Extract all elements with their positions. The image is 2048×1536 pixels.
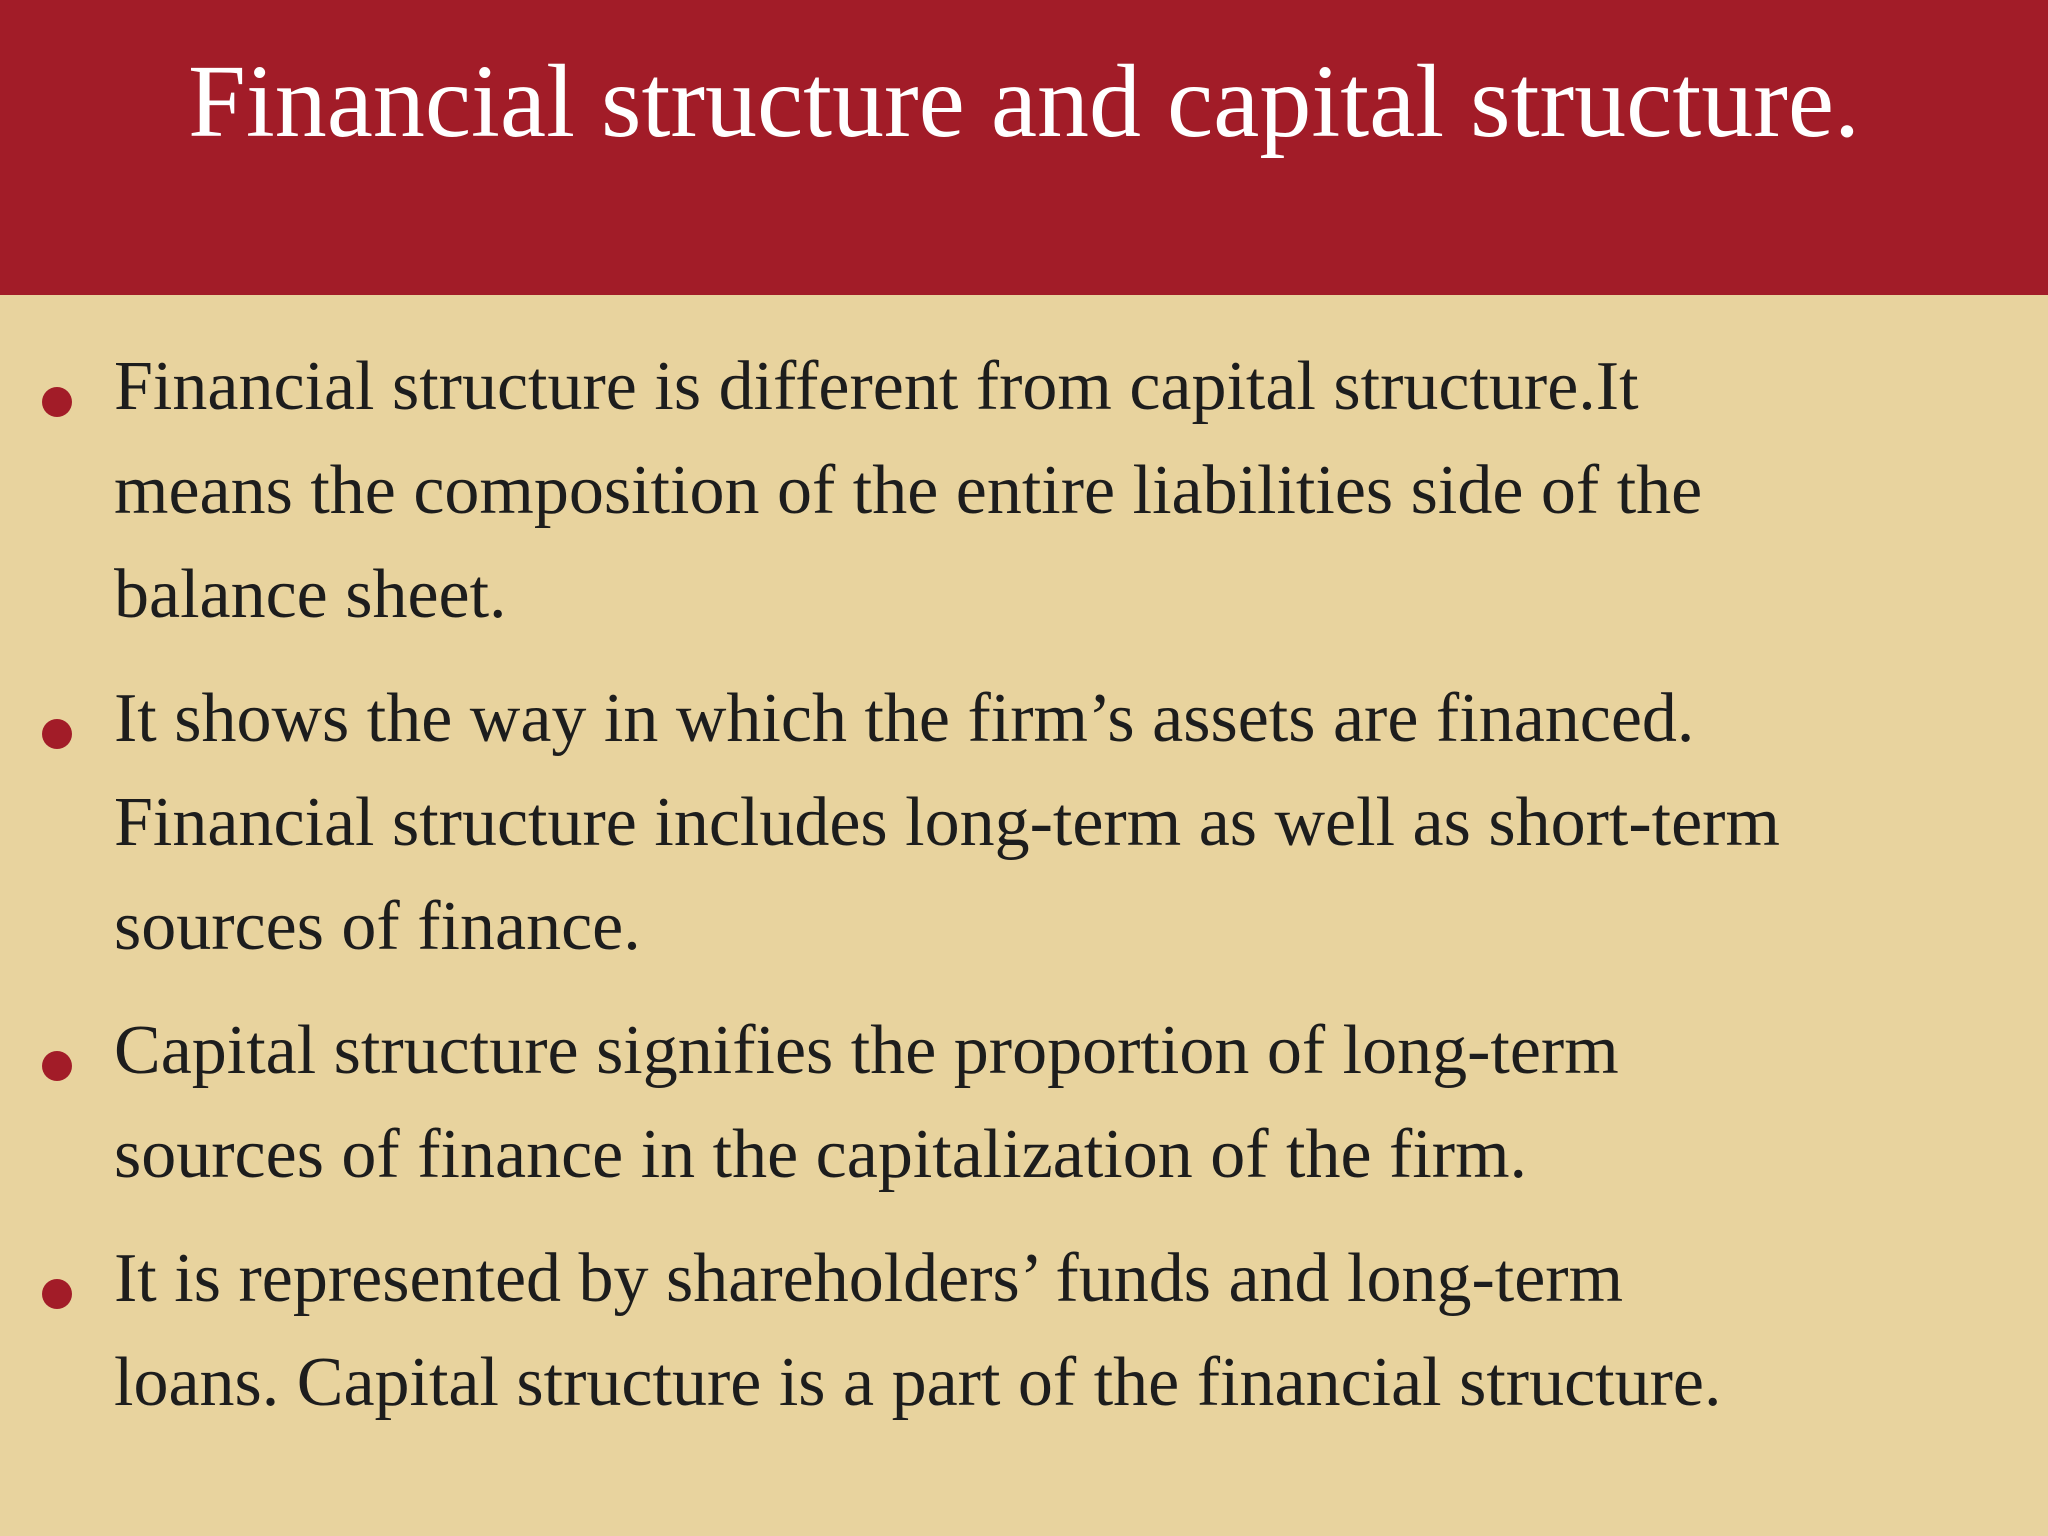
bullet-text [114,667,2014,979]
bullet-line: balance sheet. [114,556,507,633]
bullet-text [114,999,2014,1207]
bullet-line: loans. Capital structure is a part of the financial structure. [114,1344,1722,1421]
bullet-line: sources of finance in the capitalization of the firm. [114,1116,1528,1193]
bullet-dot-icon [42,1051,72,1081]
title-bar [0,0,2048,295]
bullet-line: Capital structure signifies the proportion of long-term [114,1012,1619,1089]
slide-title: Financial structure and capital structure. [187,44,1861,159]
bullet-dot-icon [42,387,72,417]
bullet-item-4 [38,1227,2038,1442]
bullet-line: sources of finance. [114,888,641,965]
bullet-text [114,1227,2014,1435]
bullet-line: It is represented by shareholders’ funds and long-term [114,1240,1624,1317]
bullet-line: Financial structure includes long-term as well as short-term [114,784,1780,861]
bullet-line: Financial structure is different from capital structure.It [114,348,1639,425]
bullet-text [114,335,2014,647]
bullet-line: means the composition of the entire liabilities side of the [114,452,1703,529]
bullet-line: It shows the way in which the firm’s assets are financed. [114,680,1695,757]
bullet-item-1 [38,335,2038,655]
bullet-dot-icon [42,719,72,749]
slide-body [0,295,2048,1536]
bullet-dot-icon [42,1279,72,1309]
bullet-item-2 [38,667,2038,987]
bullet-item-3 [38,999,2038,1214]
